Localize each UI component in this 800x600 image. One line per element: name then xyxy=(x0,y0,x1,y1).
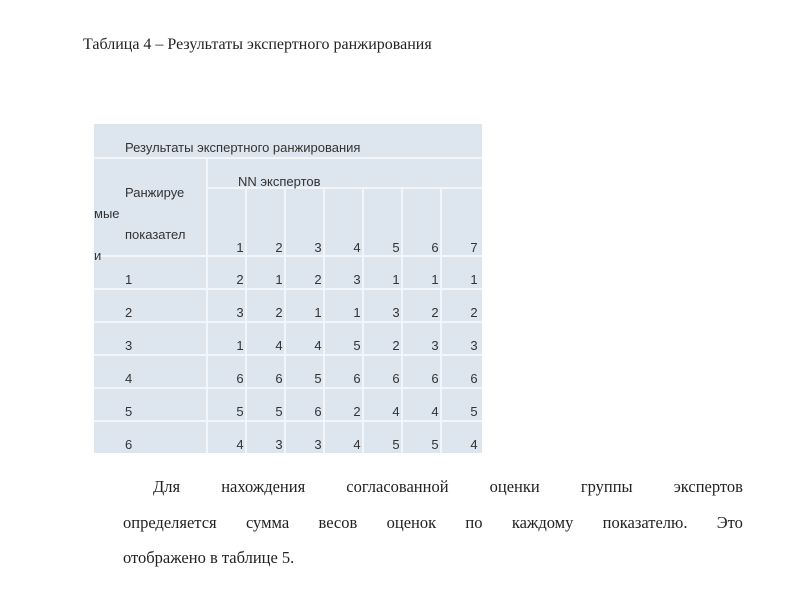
row-label: 5 xyxy=(125,404,133,419)
expert-number: 4 xyxy=(353,240,361,255)
table-cell: 4 xyxy=(275,338,283,353)
table-caption: Таблица 4 – Результаты экспертного ранжирования xyxy=(83,36,432,53)
table-cell: 2 xyxy=(314,272,322,287)
word: сумма xyxy=(245,513,290,532)
table-cell: 6 xyxy=(353,371,361,386)
table-cell: 5 xyxy=(236,404,244,419)
word: группы xyxy=(580,477,633,496)
table-cell: 6 xyxy=(236,371,244,386)
expert-number: 6 xyxy=(431,240,439,255)
row-label: 2 xyxy=(125,305,133,320)
table-cell: 5 xyxy=(431,437,439,452)
table-cell: 4 xyxy=(353,437,361,452)
table-cell: 6 xyxy=(431,371,439,386)
table-cell: 5 xyxy=(353,338,361,353)
expert-number: 1 xyxy=(236,240,244,255)
table-cell: 5 xyxy=(470,404,478,419)
table-cell: 2 xyxy=(275,305,283,320)
table-cell: 3 xyxy=(275,437,283,452)
word: согласованной xyxy=(346,477,449,496)
table-cell: 3 xyxy=(314,437,322,452)
row-label: 3 xyxy=(125,338,133,353)
word: весов xyxy=(318,513,358,532)
table-cell: 4 xyxy=(314,338,322,353)
table-cell: 5 xyxy=(275,404,283,419)
table-cell: 1 xyxy=(275,272,283,287)
expert-number: 3 xyxy=(314,240,322,255)
table-cell: 6 xyxy=(275,371,283,386)
word: Это xyxy=(716,513,743,532)
word: нахождения xyxy=(221,477,306,496)
ranking-table xyxy=(94,124,482,453)
expert-number: 7 xyxy=(470,240,478,255)
table-cell: 3 xyxy=(353,272,361,287)
table-cell: 1 xyxy=(353,305,361,320)
table-cell: 2 xyxy=(470,305,478,320)
rank-label-line: Ранжируе xyxy=(125,185,185,200)
rank-label-line: мые xyxy=(94,206,120,221)
expert-number: 5 xyxy=(392,240,400,255)
word: оценки xyxy=(489,477,540,496)
table-cell: 1 xyxy=(470,272,478,287)
word: оценок xyxy=(386,513,437,532)
word: по xyxy=(465,513,483,532)
word: определяется xyxy=(123,513,217,532)
word: каждому xyxy=(511,513,574,532)
table-cell: 5 xyxy=(392,437,400,452)
table-cell: 1 xyxy=(314,305,322,320)
word: показателю. xyxy=(602,513,688,532)
table-cell: 4 xyxy=(470,437,478,452)
table-cell: 4 xyxy=(236,437,244,452)
table-cell: 1 xyxy=(392,272,400,287)
word: Для xyxy=(153,477,181,496)
expert-number: 2 xyxy=(275,240,283,255)
table-cell: 3 xyxy=(470,338,478,353)
table-cell: 3 xyxy=(431,338,439,353)
table-cell: 3 xyxy=(392,305,400,320)
table-cell: 6 xyxy=(392,371,400,386)
row-label: 6 xyxy=(125,437,133,452)
table-cell: 6 xyxy=(470,371,478,386)
paragraph-line-1 xyxy=(153,477,743,497)
table-title: Результаты экспертного ранжирования xyxy=(125,140,361,155)
paragraph-line-3: отображено в таблице 5. xyxy=(123,548,295,567)
paragraph-line-2 xyxy=(123,513,743,533)
table-cell: 2 xyxy=(236,272,244,287)
table-cell: 2 xyxy=(392,338,400,353)
word: экспертов xyxy=(673,477,743,496)
table-cell: 4 xyxy=(431,404,439,419)
ranked-indicators-header xyxy=(94,182,214,266)
rank-label-line: и xyxy=(94,248,102,263)
row-label: 4 xyxy=(125,371,133,386)
row-label: 1 xyxy=(125,272,133,287)
table-cell: 5 xyxy=(314,371,322,386)
table-cell: 6 xyxy=(314,404,322,419)
table-cell: 3 xyxy=(236,305,244,320)
table-cell: 1 xyxy=(236,338,244,353)
rank-label-line: показател xyxy=(125,227,186,242)
table-cell: 4 xyxy=(392,404,400,419)
table-cell: 1 xyxy=(431,272,439,287)
experts-header: NN экспертов xyxy=(238,174,321,189)
table-cell: 2 xyxy=(353,404,361,419)
table-cell: 2 xyxy=(431,305,439,320)
